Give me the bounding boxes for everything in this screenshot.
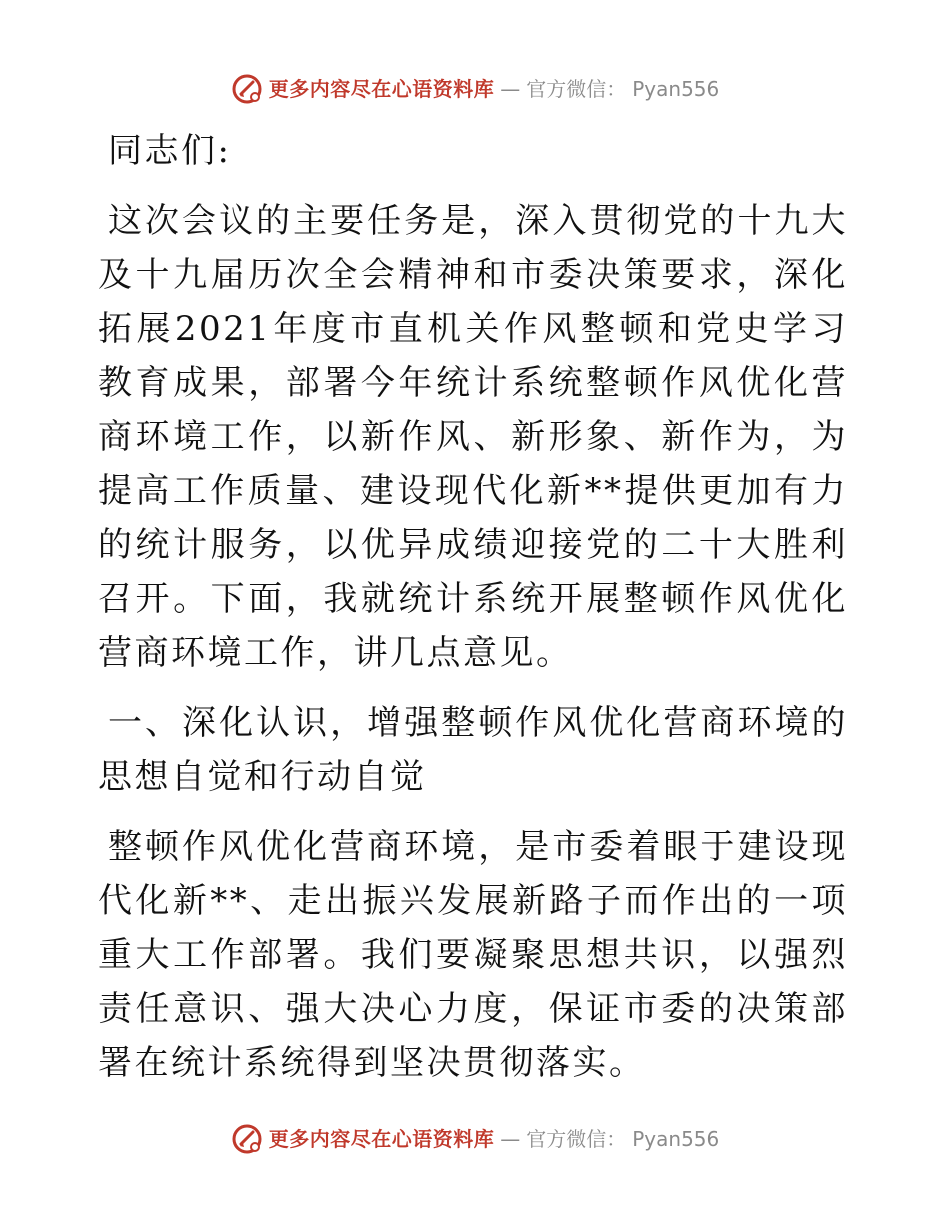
- watermark-official-label: 官方微信：: [526, 77, 627, 101]
- watermark-official-label: 官方微信：: [526, 1127, 627, 1151]
- paragraph-intro: 这次会议的主要任务是，深入贯彻党的十九大及十九届历次全会精神和市委决策要求，深化拓展2021年度市直机关作风整顿和党史学习教育成果，部署今年统计系统整顿作风优化营商环境工作，以新作风、新形象、新作为，为提高工作质量、建设现代化新**提供更加有力的统计服务，以优异成绩迎接党的二十大胜利召开。下面，我就统计系统开展整顿作风优化营商环境工作，讲几点意见。: [98, 201, 848, 673]
- salutation: 同志们:: [108, 131, 232, 171]
- logo-icon: [231, 73, 263, 105]
- logo-icon: [231, 1123, 263, 1155]
- document-body: [98, 124, 848, 1106]
- watermark-separator: —: [500, 77, 521, 101]
- section-heading: 一、深化认识，增强整顿作风优化营商环境的思想自觉和行动自觉: [98, 703, 848, 797]
- watermark-account: Pyan556: [632, 1127, 720, 1151]
- watermark-account: Pyan556: [632, 77, 720, 101]
- watermark-brand: 更多内容尽在心语资料库: [268, 77, 495, 101]
- watermark-brand: 更多内容尽在心语资料库: [268, 1127, 495, 1151]
- header-watermark: [0, 74, 950, 104]
- paragraph-body: 整顿作风优化营商环境，是市委着眼于建设现代化新**、走出振兴发展新路子而作出的一项重大工作部署。我们要凝聚思想共识，以强烈责任意识、强大决心力度，保证市委的决策部署在统计系统得到坚决贯彻落实。: [98, 827, 848, 1083]
- footer-watermark: [0, 1124, 950, 1154]
- watermark-separator: —: [500, 1127, 521, 1151]
